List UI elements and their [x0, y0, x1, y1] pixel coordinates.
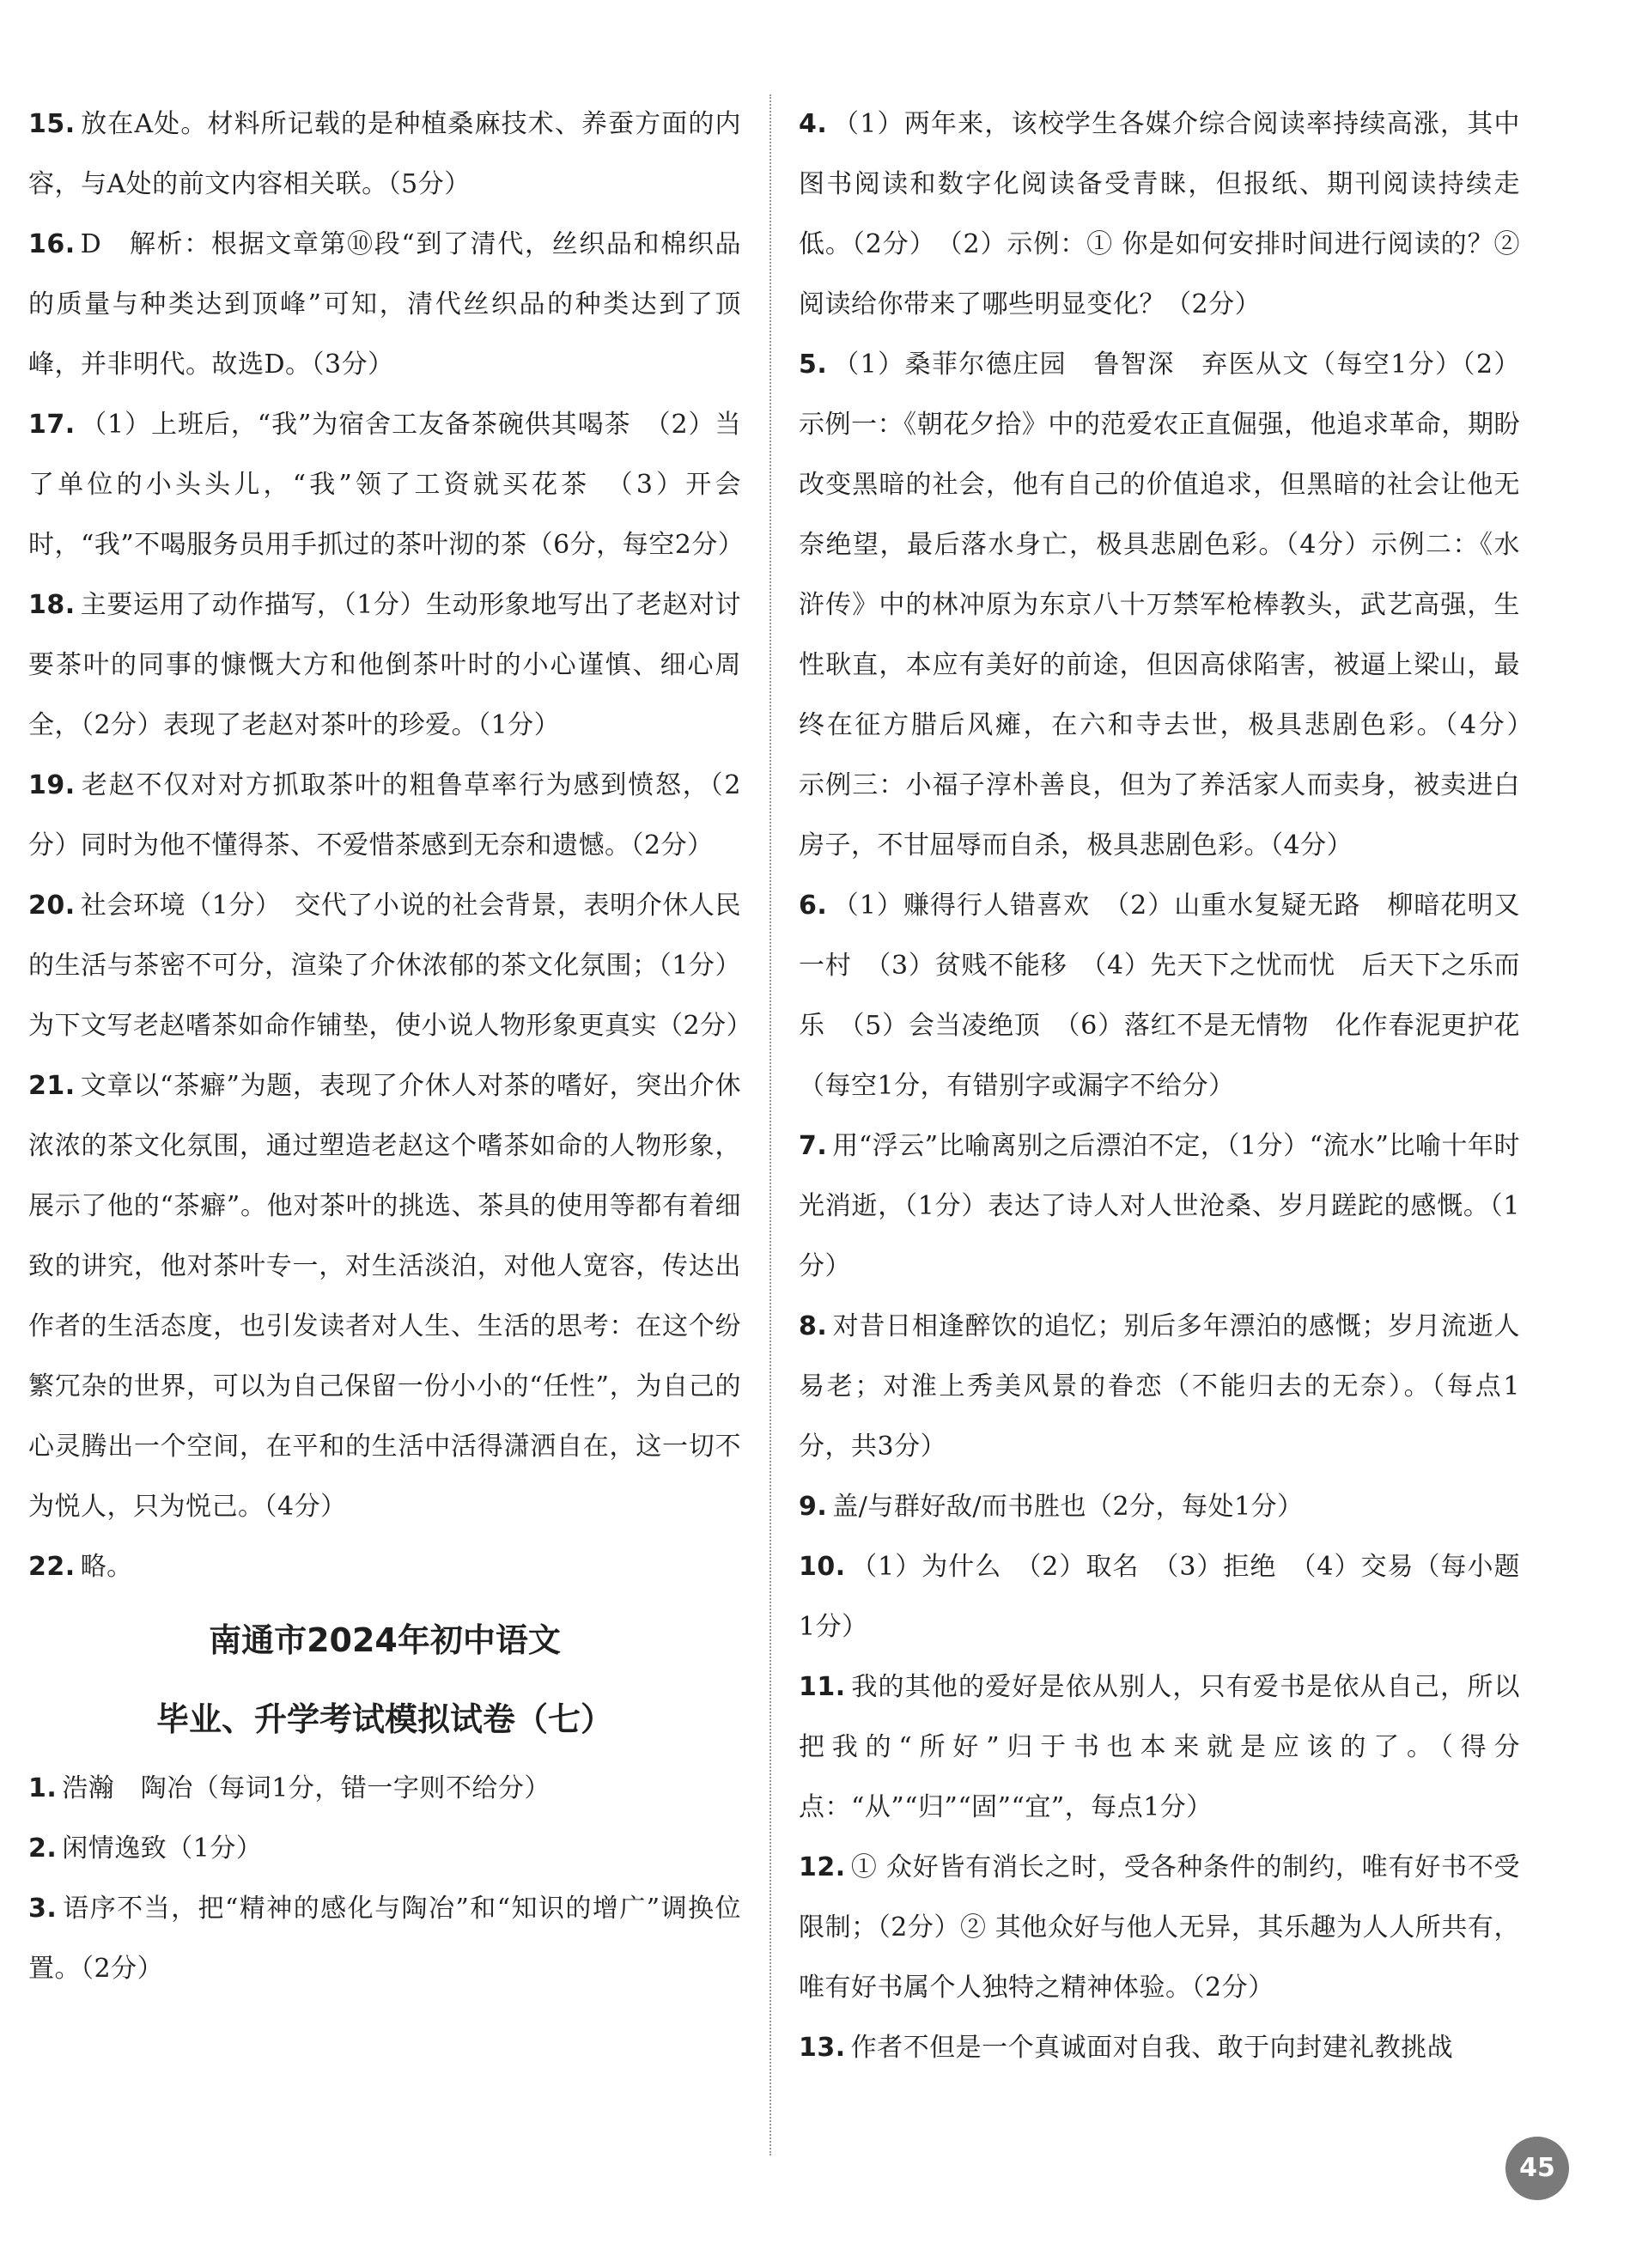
- answer-item: [799, 876, 1520, 1116]
- answer-number: 13.: [799, 2033, 846, 2063]
- answer-item: [28, 1759, 741, 1819]
- column-divider: [769, 94, 771, 2156]
- section-title-line1: 南通市2024年初中语文: [209, 1621, 561, 1659]
- answer-number: 2.: [28, 1833, 58, 1864]
- answer-text: 对昔日相逢醉饮的追忆；别后多年漂泊的感慨；岁月流逝人易老；对淮上秀美风景的眷恋（不能归去的无奈）。（每点1分，共3分）: [799, 1311, 1520, 1462]
- answer-number: 15.: [28, 109, 76, 139]
- answers-group-1: [28, 94, 753, 1597]
- answer-text: 语序不当，把“精神的感化与陶冶”和“知识的增广”调换位置。（2分）: [28, 1894, 741, 1984]
- answer-text: 文章以“茶癖”为题，表现了介休人对茶的嗜好，突出介休浓浓的茶文化氛围，通过塑造老赵这个嗜茶如命的人物形象，展示了他的“茶癖”。他对茶叶的挑选、茶具的使用等都有着细致的讲究，他对茶叶专一，对生活淡泊，对他人宽容，传达出作者的生活态度，也引发读者对人生、生活的思考：在这个纷繁冗杂的世界，可以为自己保留一份小小的“任性”，为自己的心灵腾出一个空间，在平和的生活中活得潇洒自在，这一切不为悦人，只为悦己。（4分）: [28, 1071, 741, 1522]
- answer-text: 闲情逸致（1分）: [62, 1833, 263, 1864]
- answer-number: 20.: [28, 891, 76, 921]
- answer-item: [799, 1657, 1520, 1838]
- answer-text: （1）桑菲尔德庄园 鲁智深 弃医从文（每空1分）（2）示例一：《朝花夕拾》中的范爱农正直倔强，他追求革命，期盼改变黑暗的社会，他有自己的价值追求，但黑暗的社会让他无奈绝望，最后落水身亡，极具悲剧色彩。（4分）示例二：《水浒传》中的林冲原为东京八十万禁军枪棒教头，武艺高强，生性耿直，本应有美好的前途，但因高俅陷害，被逼上梁山，最终在征方腊后风瘫，在六和寺去世，极具悲剧色彩。（4分） 示例三：小福子淳朴善良，但为了养活家人而卖身，被卖进白房子，不甘屈辱而自杀，极具悲剧色彩。（4分）: [799, 350, 1547, 860]
- answer-text: （1）为什么 （2）取名 （3）拒绝 （4）交易（每小题1分）: [799, 1552, 1520, 1642]
- answer-text: 用“浮云”比喻离别之后漂泊不定，（1分）“流水”比喻十年时光消逝，（1分）表达了诗人对人世沧桑、岁月蹉跎的感慨。（1分）: [799, 1131, 1520, 1281]
- answer-item: [28, 1537, 741, 1597]
- answer-number: 12.: [799, 1852, 846, 1882]
- answer-text: 我的其他的爱好是依从别人，只有爱书是依从自己，所以把我的“所好”归于书也本来就是应该的了。（得分点：“从”“归”“固”“宜”，每点1分）: [799, 1672, 1520, 1822]
- answer-number: 8.: [799, 1311, 828, 1341]
- answer-text: （1）上班后，“我”为宿舍工友备茶碗供其喝茶 （2）当了单位的小头头儿，“我”领了工资就买花茶 （3）开会时，“我”不喝服务员用手抓过的茶叶沏的茶（6分，每空2分）: [28, 410, 745, 560]
- right-column: [799, 94, 1547, 2078]
- answer-item: [799, 1116, 1520, 1297]
- answer-text: 主要运用了动作描写，（1分）生动形象地写出了老赵对讨要茶叶的同事的慷慨大方和他倒茶叶时的小心谨慎、细心周全，（2分）表现了老赵对茶叶的珍爱。（1分）: [28, 590, 741, 740]
- answer-item: [28, 395, 745, 575]
- answer-item: [799, 2018, 1520, 2078]
- answer-text: 放在A处。材料所记载的是种植桑麻技术、养蚕方面的内容，与A处的前文内容相关联。（5分）: [28, 109, 741, 199]
- answer-number: 6.: [799, 891, 828, 921]
- answer-number: 4.: [799, 109, 828, 139]
- answer-item: [28, 1056, 741, 1537]
- answer-item: [28, 94, 741, 215]
- answer-item: [799, 1537, 1520, 1657]
- answer-item: [28, 756, 741, 876]
- answer-text: ① 众好皆有消长之时，受各种条件的制约，唯有好书不受限制；（2分）② 其他众好与他人无异，其乐趣为人人所共有，唯有好书属个人独特之精神体验。（2分）: [799, 1852, 1520, 2003]
- answer-number: 5.: [799, 350, 828, 380]
- answer-text: （1）赚得行人错喜欢 （2）山重水复疑无路 柳暗花明又一村 （3）贫贱不能移 （4）先天下之忧而忧 后天下之乐而乐 （5）会当凌绝顶 （6）落红不是无情物 化作春泥更护花（每空1分，有错别字或漏字不给分）: [799, 891, 1520, 1101]
- answer-item: [28, 1879, 741, 1999]
- answer-number: 9.: [799, 1492, 828, 1522]
- answer-item: [28, 1819, 741, 1879]
- answer-number: 11.: [799, 1672, 846, 1702]
- answer-item: [28, 876, 753, 1056]
- answer-item: [28, 575, 741, 756]
- answer-number: 21.: [28, 1071, 76, 1101]
- answer-text: 作者不但是一个真诚面对自我、敢于向封建礼教挑战: [850, 2033, 1454, 2063]
- answer-number: 19.: [28, 770, 76, 800]
- answer-text: 盖/与群好敌/而书胜也（2分，每处1分）: [832, 1492, 1304, 1522]
- answer-number: 7.: [799, 1131, 828, 1161]
- answer-item: [799, 94, 1520, 335]
- answers-group-2: [28, 1759, 741, 1999]
- answer-number: 16.: [28, 229, 76, 259]
- answer-item: [799, 335, 1547, 876]
- answer-item: [799, 1477, 1520, 1537]
- answer-text: 社会环境（1分） 交代了小说的社会背景，表明介休人民的生活与茶密不可分，渲染了介休浓郁的茶文化氛围；（1分）为下文写老赵嗜茶如命作铺垫，使小说人物形象更真实（2分）: [28, 891, 753, 1041]
- section-heading: [28, 1604, 741, 1755]
- page-number-badge: 45: [1505, 2137, 1569, 2200]
- left-column: [28, 94, 753, 1999]
- answer-item: [799, 1297, 1520, 1477]
- answer-item: [28, 215, 741, 395]
- answer-number: 22.: [28, 1552, 76, 1582]
- answer-text: D 解析：根据文章第⑩段“到了清代，丝织品和棉织品的质量与种类达到顶峰”可知，清代丝织品的种类达到了顶峰，并非明代。故选D。（3分）: [28, 229, 741, 380]
- answer-number: 17.: [28, 410, 76, 440]
- answer-number: 1.: [28, 1773, 58, 1803]
- answer-item: [799, 1838, 1520, 2018]
- answer-text: 略。: [80, 1552, 133, 1582]
- answer-number: 3.: [28, 1894, 58, 1924]
- answer-number: 10.: [799, 1552, 846, 1582]
- section-title-line2: 毕业、升学考试模拟试卷（七）: [155, 1700, 613, 1738]
- answer-text: （1）两年来，该校学生各媒介综合阅读率持续高涨，其中图书阅读和数字化阅读备受青睐，但报纸、期刊阅读持续走低。（2分） （2）示例：① 你是如何安排时间进行阅读的？② 阅读给你带来了哪些明显变化？（2分）: [799, 109, 1520, 319]
- answer-text: 老赵不仅对对方抓取茶叶的粗鲁草率行为感到愤怒，（2分）同时为他不懂得茶、不爱惜茶感到无奈和遗憾。（2分）: [28, 770, 741, 860]
- answer-text: 浩瀚 陶冶（每词1分，错一字则不给分）: [62, 1773, 550, 1803]
- answer-number: 18.: [28, 590, 76, 620]
